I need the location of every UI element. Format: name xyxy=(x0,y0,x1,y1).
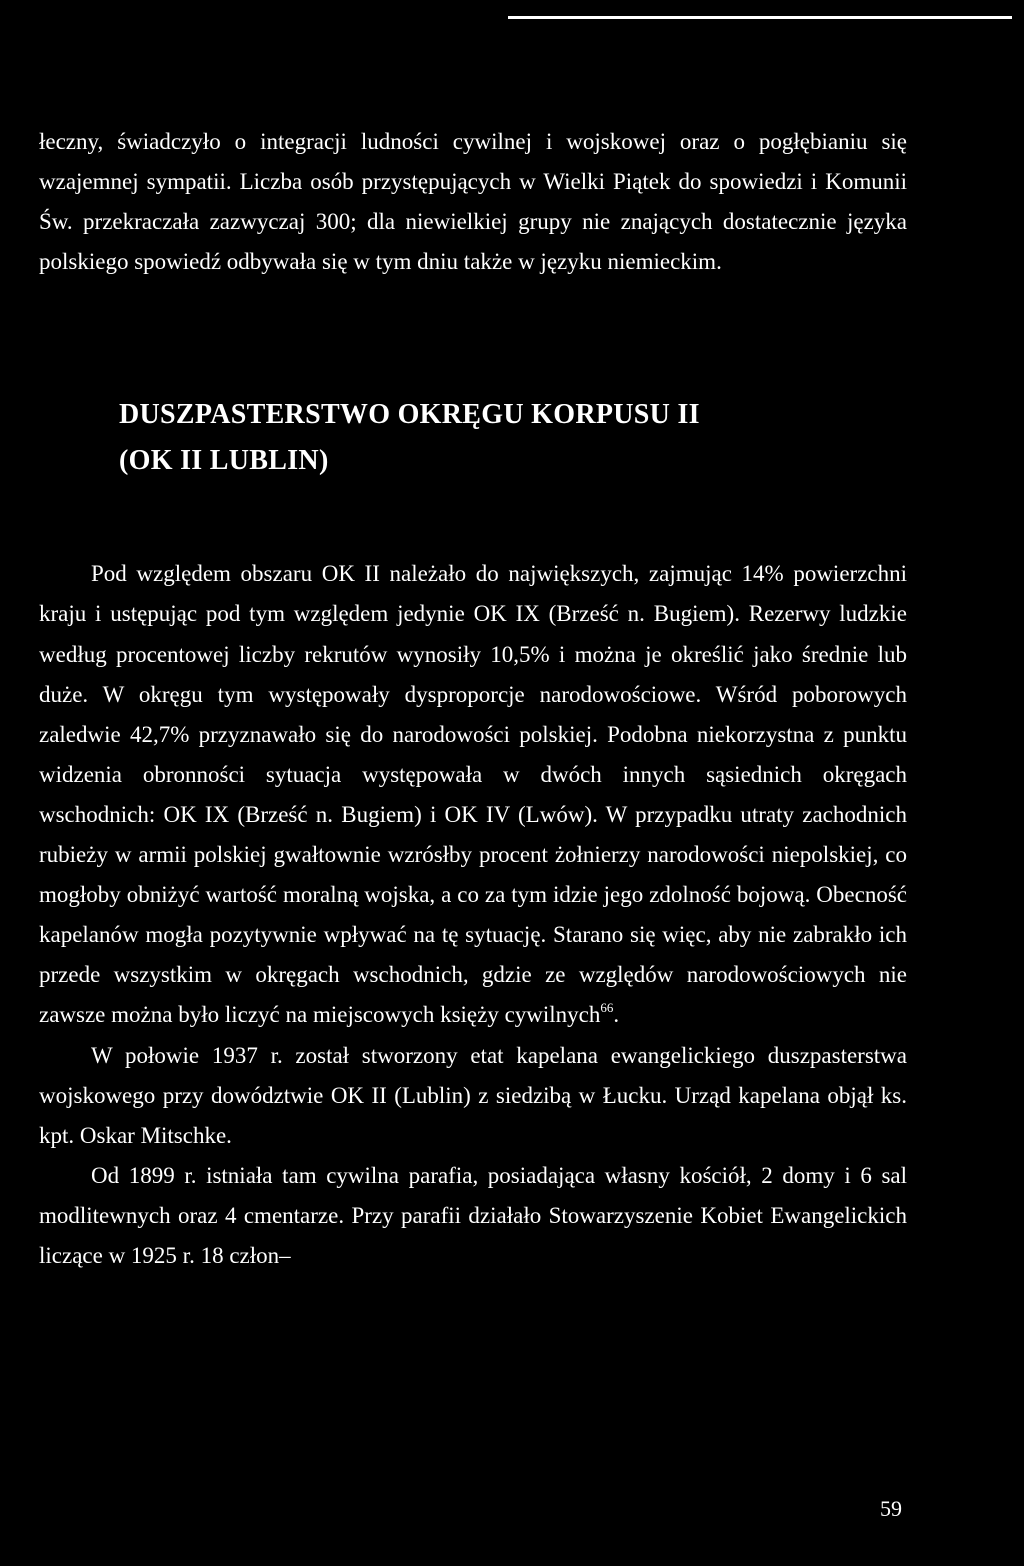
page-number: 59 xyxy=(880,1496,902,1521)
top-rule-line xyxy=(508,16,1012,19)
page-content xyxy=(39,122,907,1276)
paragraph-etat-kapelana: W połowie 1937 r. został stworzony etat kapelana ewangelickiego duszpasterstwa wojskowego przy dowództwie OK II (Lublin) z siedzibą w Łucku. Urząd kapelana objął ks. kpt. Oskar Mitschke. xyxy=(39,1042,907,1148)
section-heading-line-1: DUSZPASTERSTWO OKRĘGU KORPUSU II xyxy=(119,399,700,431)
footnote-marker: 66 xyxy=(600,999,614,1015)
intro-paragraph: łeczny, świadczyło o integracji ludności cywilnej i wojskowej oraz o pogłębianiu się wzajemnej sympatii. Liczba osób przystępujących w Wielki Piątek do spowiedzi i Komunii Św. przekraczała zazwyczaj 300; dla niewielkiej grupy nie znających dostatecznie języka polskiego spowiedź odbywała się w tym dniu także w języku niemieckim. xyxy=(39,129,907,275)
paragraph-obszar-end: . xyxy=(613,1002,620,1028)
paragraph-obszar-text: Pod względem obszaru OK II należało do największych, zajmując 14% powierzchni kraju i ustępując pod tym względem jedynie OK IX (Brześć n. Bugiem). Rezerwy ludzkie według procentowej liczby rekrutów wynosiły 10,5% i można je określić jako średnie lub duże. W okręgu tym występowały dysproporcje narodowościowe. Wśród poborowych zaledwie 42,7% przyznawało się do narodowości polskiej. Podobna niekorzystna z punktu widzenia obronności sytuacja występowała w dwóch innych sąsiednich okręgach wschodnich: OK IX (Brześć n. Bugiem) i OK IV (Lwów). W przypadku utraty zachodnich rubieży w armii polskiej gwałtownie wzrósłby procent żołnierzy narodowości niepolskiej, co mogłoby obniżyć wartość moralną wojska, a co za tym idzie jego zdolność bojową. Obecność kapelanów mogła pozytywnie wpływać na tę sytuację. Starano się więc, aby nie zabrakło ich przede wszystkim w okręgach wschodnich, gdzie ze względów narodowościowych nie zawsze można było liczyć na miejscowych księży cywilnych xyxy=(39,561,907,1028)
section-heading xyxy=(39,392,907,484)
paragraph-parafia: Od 1899 r. istniała tam cywilna parafia, posiadająca własny kościół, 2 domy i 6 sal modlitewnych oraz 4 cmentarze. Przy parafii działało Stowarzyszenie Kobiet Ewangelickich liczące w 1925 r. 18 człon– xyxy=(39,1162,907,1268)
section-body xyxy=(39,554,907,1276)
section-heading-line-2: (OK II LUBLIN) xyxy=(119,445,329,477)
paragraph-obszar xyxy=(39,554,907,1035)
